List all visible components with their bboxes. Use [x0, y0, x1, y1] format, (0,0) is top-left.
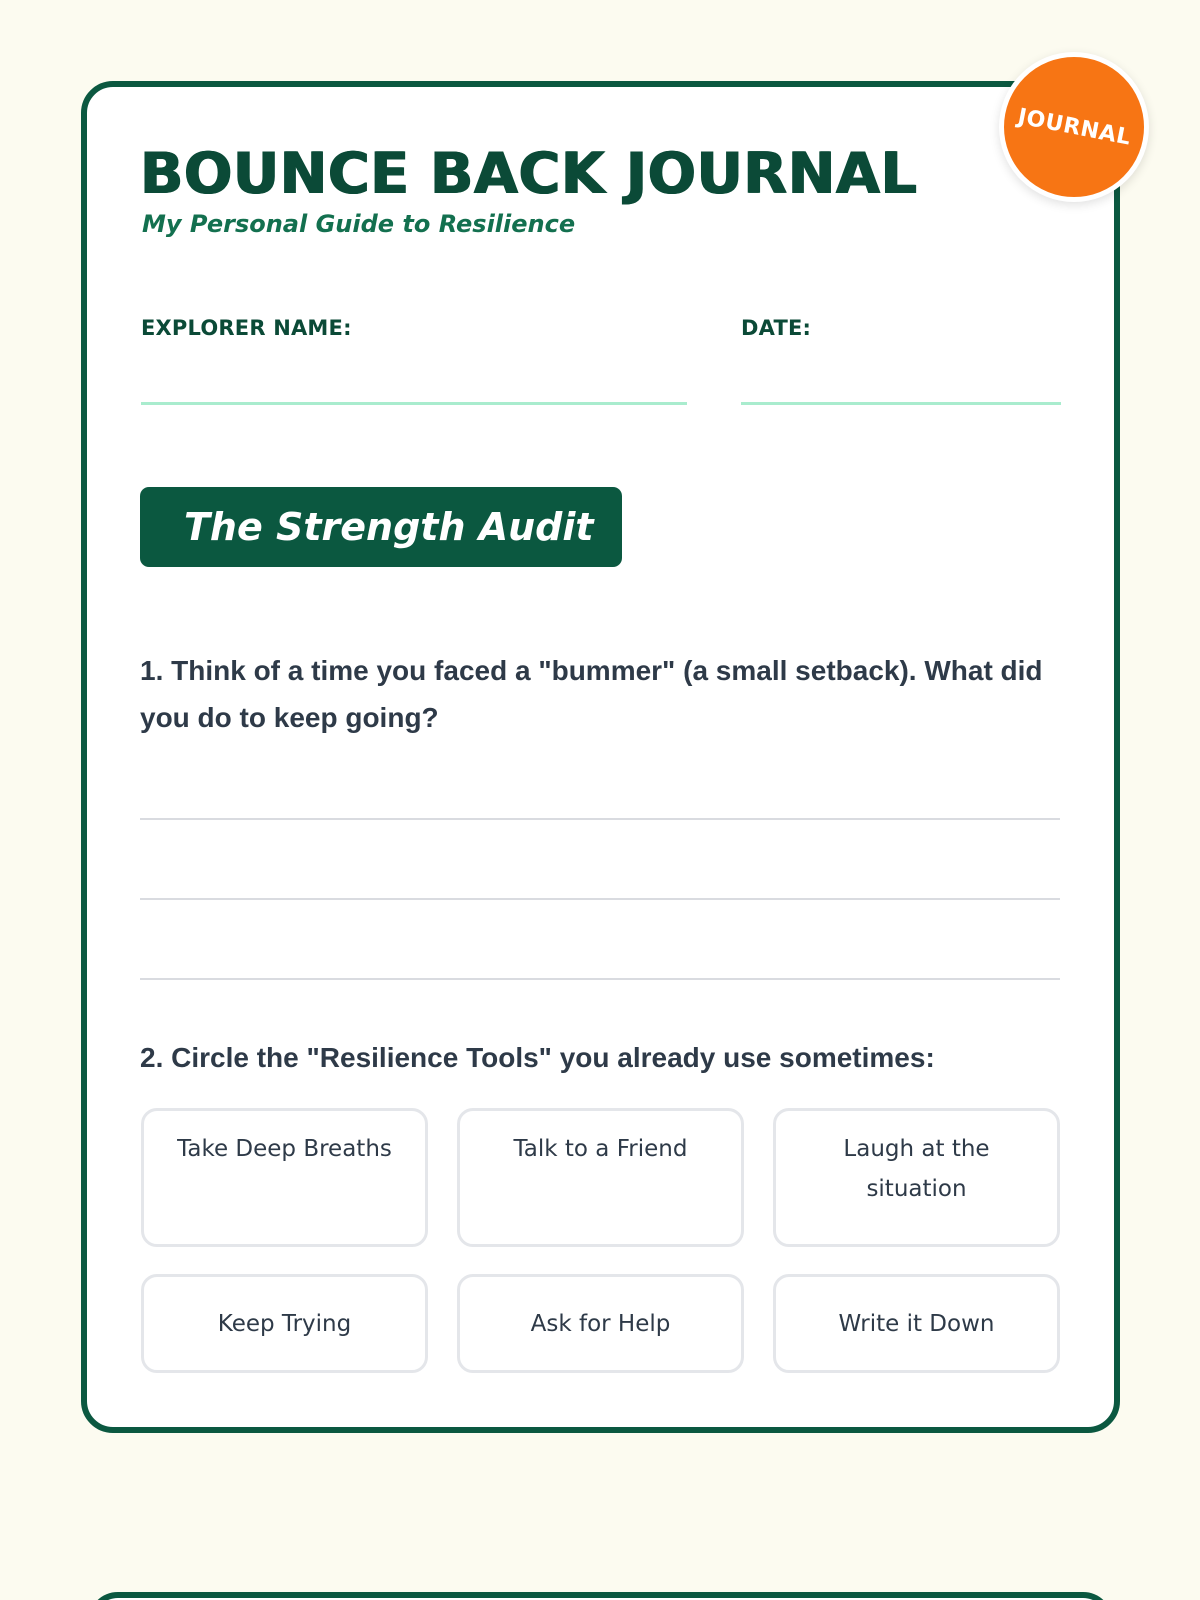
answer-line-2[interactable]: [140, 898, 1060, 900]
next-journal-card: [88, 1592, 1113, 1600]
explorer-name-field[interactable]: [141, 402, 687, 405]
date-label: DATE:: [741, 316, 812, 340]
answer-line-3[interactable]: [140, 978, 1060, 980]
answer-line-1[interactable]: [140, 818, 1060, 820]
explorer-name-label: EXPLORER NAME:: [141, 316, 352, 340]
tool-ask-for-help[interactable]: Ask for Help: [457, 1274, 744, 1373]
section-heading-label: The Strength Audit: [184, 505, 594, 549]
tool-talk-to-a-friend[interactable]: Talk to a Friend: [457, 1108, 744, 1247]
question-2: 2. Circle the "Resilience Tools" you already use sometimes:: [140, 1042, 935, 1073]
journal-badge: [999, 52, 1149, 202]
page-title: BOUNCE BACK JOURNAL: [140, 141, 918, 207]
tool-write-it-down[interactable]: Write it Down: [773, 1274, 1060, 1373]
question-1: 1. Think of a time you faced a "bummer" (a small setback). What did you do to keep going?: [140, 655, 1043, 733]
tool-keep-trying[interactable]: Keep Trying: [141, 1274, 428, 1373]
tool-laugh-at-the-situation[interactable]: Laugh at the situation: [773, 1108, 1060, 1247]
page-subtitle: My Personal Guide to Resilience: [142, 210, 576, 238]
journal-badge-label: JOURNAL: [1015, 103, 1133, 151]
section-heading: [140, 487, 622, 567]
tool-take-deep-breaths[interactable]: Take Deep Breaths: [141, 1108, 428, 1247]
date-field[interactable]: [741, 402, 1061, 405]
